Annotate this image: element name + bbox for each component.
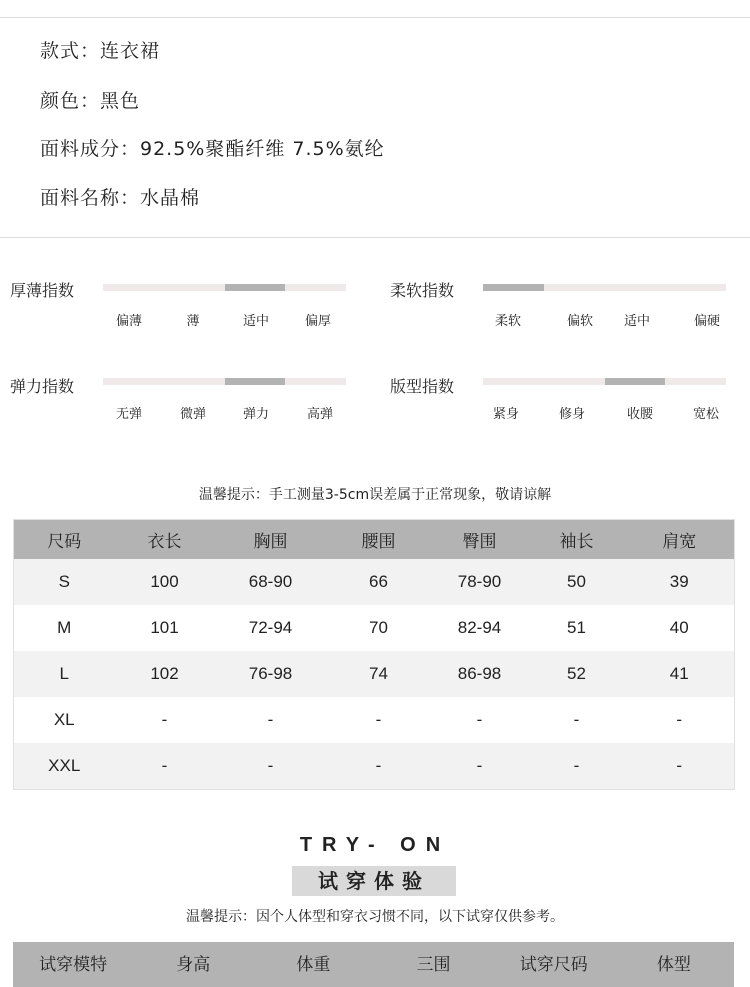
tryon-header-weight: 体重 bbox=[253, 942, 373, 987]
table-cell: 50 bbox=[529, 559, 625, 605]
table-cell: XXL bbox=[14, 743, 115, 790]
table-row bbox=[14, 697, 735, 743]
index-track bbox=[103, 378, 346, 385]
index-selected-segment bbox=[605, 378, 665, 385]
tryon-title-en: TRY- ON bbox=[299, 834, 451, 856]
spec-color: 颜色：黑色 bbox=[40, 90, 141, 112]
size-header-sleeve: 袖长 bbox=[529, 520, 625, 560]
table-cell: 68-90 bbox=[215, 559, 327, 605]
index-label: 微弹 bbox=[179, 407, 207, 422]
index-label: 偏薄 bbox=[115, 314, 143, 329]
index-label: 薄 bbox=[186, 314, 200, 329]
table-cell: - bbox=[476, 710, 483, 729]
tryon-header-body-type: 体型 bbox=[614, 942, 734, 987]
index-title: 柔软指数 bbox=[390, 281, 455, 300]
table-cell: 39 bbox=[625, 559, 735, 605]
size-header-shoulder: 肩宽 bbox=[625, 520, 735, 560]
table-cell: - bbox=[625, 743, 735, 790]
index-track bbox=[103, 284, 346, 291]
size-header-length: 衣长 bbox=[115, 520, 215, 560]
index-label: 宽松 bbox=[692, 407, 720, 422]
table-cell: - bbox=[573, 710, 580, 729]
tryon-header-size: 试穿尺码 bbox=[494, 942, 614, 987]
table-cell: 52 bbox=[529, 651, 625, 697]
table-row bbox=[14, 559, 735, 605]
table-cell: - bbox=[215, 743, 327, 790]
top-divider bbox=[0, 17, 750, 18]
table-row bbox=[14, 651, 735, 697]
index-label: 偏软 bbox=[566, 314, 594, 329]
table-cell: 70 bbox=[369, 618, 388, 637]
index-label: 高弹 bbox=[306, 407, 334, 422]
table-cell: - bbox=[431, 743, 529, 790]
table-row bbox=[14, 605, 735, 651]
index-title: 版型指数 bbox=[390, 377, 455, 396]
tryon-header-height: 身高 bbox=[133, 942, 253, 987]
index-label: 适中 bbox=[623, 314, 651, 329]
spec-divider bbox=[0, 237, 750, 238]
size-header-bust: 胸围 bbox=[215, 520, 327, 560]
table-cell: S bbox=[14, 559, 115, 605]
spec-fabric-name: 面料名称：水晶棉 bbox=[40, 187, 201, 209]
tryon-title-cn: 试穿体验 bbox=[292, 866, 456, 896]
index-label: 偏硬 bbox=[693, 314, 721, 329]
table-cell: 40 bbox=[669, 618, 689, 637]
table-cell: M bbox=[57, 618, 72, 637]
index-label: 收腰 bbox=[626, 407, 654, 422]
size-table bbox=[13, 519, 735, 790]
table-cell: 74 bbox=[327, 651, 431, 697]
index-track bbox=[483, 378, 726, 385]
index-selected-segment bbox=[225, 378, 285, 385]
table-cell: - bbox=[115, 743, 215, 790]
table-cell: 82-94 bbox=[457, 618, 502, 637]
table-cell: 66 bbox=[327, 559, 431, 605]
index-label: 紧身 bbox=[492, 407, 520, 422]
table-cell: - bbox=[267, 710, 274, 729]
size-header-size: 尺码 bbox=[14, 520, 115, 560]
table-row bbox=[14, 743, 735, 790]
index-label: 无弹 bbox=[115, 407, 143, 422]
tryon-header-model: 试穿模特 bbox=[13, 942, 133, 987]
spec-fabric: 面料成分：92.5%聚酯纤维 7.5%氨纶 bbox=[40, 138, 385, 160]
size-header-hip: 臀围 bbox=[431, 520, 529, 560]
table-cell: - bbox=[676, 710, 683, 729]
index-title: 弹力指数 bbox=[10, 377, 75, 396]
table-cell: - bbox=[375, 710, 382, 729]
table-cell: - bbox=[327, 743, 431, 790]
table-cell: 100 bbox=[115, 559, 215, 605]
index-label: 弹力 bbox=[242, 407, 270, 422]
table-cell: 51 bbox=[567, 618, 586, 637]
table-cell: 78-90 bbox=[431, 559, 529, 605]
index-selected-segment bbox=[483, 284, 544, 291]
tryon-table-header-row bbox=[13, 942, 734, 987]
table-cell: - bbox=[161, 710, 168, 729]
table-cell: L bbox=[14, 651, 115, 697]
index-selected-segment bbox=[225, 284, 285, 291]
table-cell: 76-98 bbox=[215, 651, 327, 697]
index-label: 柔软 bbox=[494, 314, 522, 329]
table-cell: XL bbox=[53, 710, 75, 729]
spec-style: 款式：连衣裙 bbox=[40, 40, 161, 62]
size-table-header-row bbox=[14, 520, 735, 560]
index-track bbox=[483, 284, 726, 291]
index-label: 偏厚 bbox=[304, 314, 332, 329]
tryon-tip: 温馨提示：因个人体型和穿衣习惯不同，以下试穿仅供参考。 bbox=[186, 909, 564, 925]
size-header-waist: 腰围 bbox=[327, 520, 431, 560]
table-cell: 101 bbox=[150, 618, 179, 637]
index-title: 厚薄指数 bbox=[10, 281, 75, 300]
table-cell: 86-98 bbox=[431, 651, 529, 697]
table-cell: 72-94 bbox=[248, 618, 293, 637]
table-cell: - bbox=[529, 743, 625, 790]
tryon-header-measurements: 三围 bbox=[373, 942, 493, 987]
index-label: 适中 bbox=[242, 314, 270, 329]
index-label: 修身 bbox=[558, 407, 586, 422]
measure-tip: 温馨提示：手工测量3-5cm误差属于正常现象，敬请谅解 bbox=[198, 487, 552, 503]
tryon-table bbox=[13, 942, 734, 987]
table-cell: 41 bbox=[625, 651, 735, 697]
table-cell: 102 bbox=[115, 651, 215, 697]
